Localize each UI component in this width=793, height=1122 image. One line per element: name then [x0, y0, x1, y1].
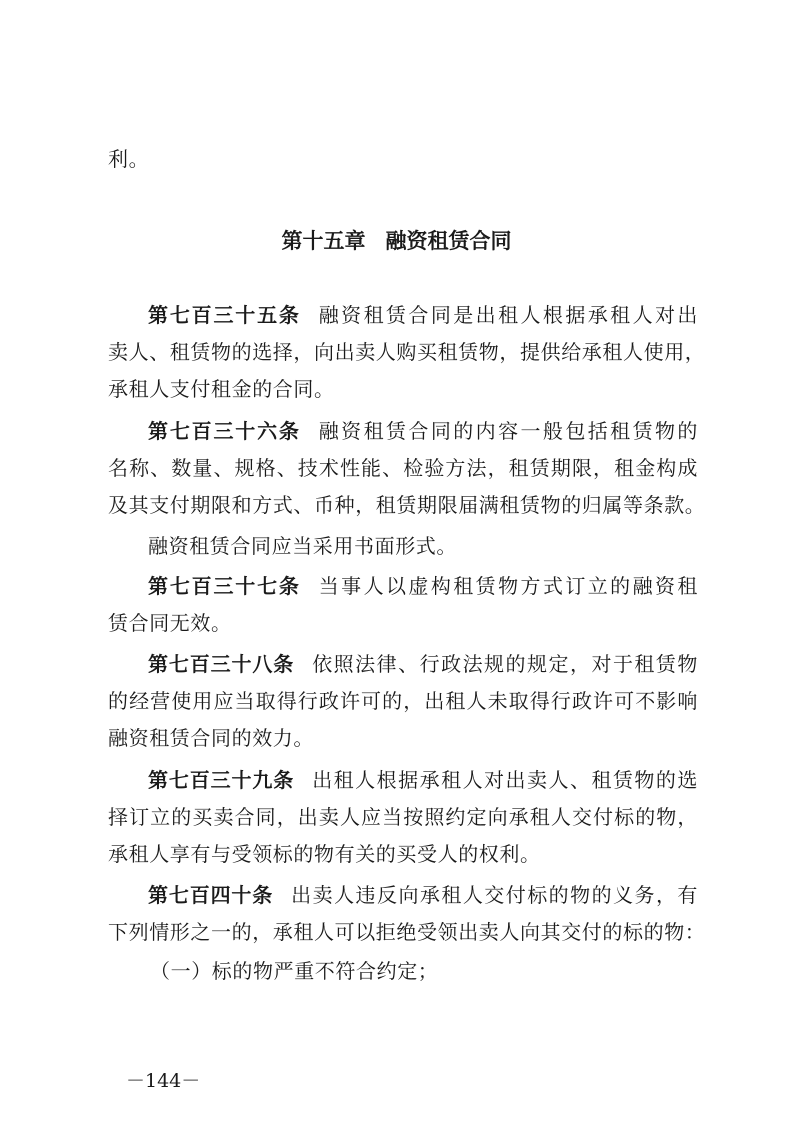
- article-text: 依照法律、行政法规的规定，对于租赁物: [312, 652, 698, 676]
- article-735-line-3: 承租人支付租金的合同。: [108, 377, 335, 401]
- article-738-line-3: 融资租赁合同的效力。: [108, 726, 314, 750]
- article-738-line-2: 的经营使用应当取得行政许可的，出租人未取得行政许可不影响: [108, 689, 698, 713]
- continued-text: 利。: [108, 147, 150, 171]
- article-text: 出卖人违反向承租人交付标的物的义务，有: [291, 883, 699, 907]
- article-738-line-1: [148, 651, 698, 677]
- article-735-line-1: [148, 302, 698, 328]
- article-736-line-2: 名称、数量、规格、技术性能、检验方法，租赁期限，租金构成: [108, 456, 698, 480]
- article-735-line-2: 卖人、租赁物的选择，向出卖人购买租赁物，提供给承租人使用，: [108, 340, 706, 364]
- article-736-paragraph-2: 融资租赁合同应当采用书面形式。: [148, 534, 457, 558]
- article-739-line-2: 择订立的买卖合同，出卖人应当按照约定向承租人交付标的物，: [108, 805, 698, 829]
- article-740-line-2: 下列情形之一的，承租人可以拒绝受领出卖人向其交付的标的物：: [108, 920, 706, 944]
- chapter-number: 第十五章: [281, 229, 366, 253]
- article-text: 融资租赁合同的内容一般包括租赁物的: [318, 419, 699, 443]
- article-737-line-1: [148, 573, 698, 599]
- article-text: 出租人根据承租人对出卖人、租赁物的选: [312, 768, 698, 792]
- list-item-1: （一）标的物严重不符合约定；: [150, 959, 439, 983]
- article-739-line-1: [148, 767, 698, 793]
- article-text: 当事人以虚构租赁物方式订立的融资租: [318, 574, 699, 598]
- article-736-line-1: [148, 418, 698, 444]
- article-label: 第七百三十六条: [148, 419, 301, 443]
- chapter-heading: [0, 228, 793, 254]
- article-label: 第七百三十七条: [148, 574, 301, 598]
- article-label: 第七百三十五条: [148, 303, 301, 327]
- article-label: 第七百三十九条: [148, 768, 295, 792]
- article-label: 第七百三十八条: [148, 652, 295, 676]
- article-text: 融资租赁合同是出租人根据承租人对出: [318, 303, 699, 327]
- article-739-line-3: 承租人享有与受领标的物有关的买受人的权利。: [108, 842, 541, 866]
- article-740-line-1: [148, 882, 698, 908]
- article-label: 第七百四十条: [148, 883, 274, 907]
- article-737-line-2: 赁合同无效。: [108, 611, 232, 635]
- page-number: －144－: [126, 1070, 201, 1092]
- article-736-line-3: 及其支付期限和方式、币种，租赁期限届满租赁物的归属等条款。: [108, 493, 706, 517]
- chapter-title: 融资租赁合同: [385, 229, 512, 253]
